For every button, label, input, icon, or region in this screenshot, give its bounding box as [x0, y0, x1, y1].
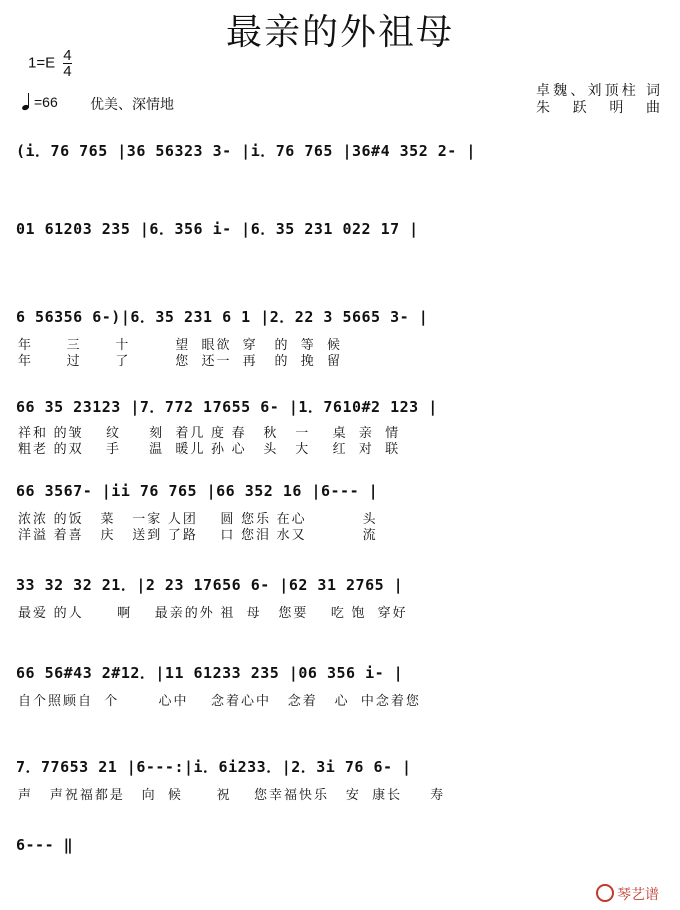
lyric-line-3a: 年 三 十 望 眼欲 穿 的 等 候 [18, 337, 342, 352]
music-line-5: 66 3567- |ii 76 765 |66 352 16 |6--- | [16, 482, 379, 500]
music-line-6: 33 32 32 21．|2 23 17656 6- |62 31 2765 | [16, 576, 404, 594]
tempo-value: =66 [34, 94, 58, 110]
key-label: 1=E [28, 54, 56, 72]
lyric-line-6a: 最爱 的人 啊 最亲的外 祖 母 您要 吃 饱 穿好 [18, 605, 408, 620]
music-line-4: 66 35 23123 |7．772 17655 6- |1．7610#2 123 | [16, 398, 438, 416]
time-numerator: 4 [63, 47, 72, 64]
song-title: 最亲的外祖母 [225, 12, 454, 53]
lyric-line-5a: 浓浓 的饭 菜 一家 人团 圆 您乐 在心 头 [18, 511, 378, 526]
time-denominator: 4 [63, 63, 72, 80]
lyricist-credit: 卓魏、刘顶柱 词 [536, 82, 660, 98]
watermark [596, 884, 659, 904]
key-signature [28, 48, 72, 79]
expression-marking: 优美、深情地 [90, 96, 174, 112]
logo-icon [596, 884, 614, 902]
music-line-2: 01 61203 235 |6．356 i- |6．35 231 022 17 | [16, 220, 419, 238]
quarter-note-icon [22, 92, 34, 110]
lyric-line-4b: 粗老 的双 手 温 暖儿 孙 心 头 大 红 对 联 [18, 441, 401, 456]
lyric-line-8a: 声 声祝福都是 向 候 祝 您幸福快乐 安 康长 寿 [18, 787, 446, 802]
music-line-1: (i．76 765 |36 56323 3- |i．76 765 |36#4 352 2- | [16, 142, 476, 160]
lyric-line-4a: 祥和 的皱 纹 刻 着几 度 春 秋 一 桌 亲 情 [18, 425, 401, 440]
lyric-line-5b: 洋溢 着喜 庆 送到 了路 口 您泪 水又 流 [18, 527, 378, 542]
time-signature [63, 48, 71, 79]
lyric-line-7a: 自个照顾自 个 心中 念着心中 念着 心 中念着您 [18, 693, 421, 708]
music-line-8: 7．77653 21 |6---:|i．6i233．|2．3i 76 6- | [16, 758, 412, 776]
music-line-9: 6--- ‖ [16, 836, 74, 854]
watermark-text: 琴艺谱 [617, 886, 659, 902]
composer-credit: 朱 跃 明 曲 [536, 99, 660, 115]
music-line-3: 6 56356 6-)|6．35 231 6 1 |2．22 3 5665 3- | [16, 308, 429, 326]
tempo-marking [22, 92, 58, 110]
music-line-7: 66 56#43 2#12．|11 61233 235 |06 356 i- | [16, 664, 404, 682]
credits [536, 82, 660, 116]
lyric-line-3b: 年 过 了 您 还一 再 的 挽 留 [18, 353, 342, 368]
